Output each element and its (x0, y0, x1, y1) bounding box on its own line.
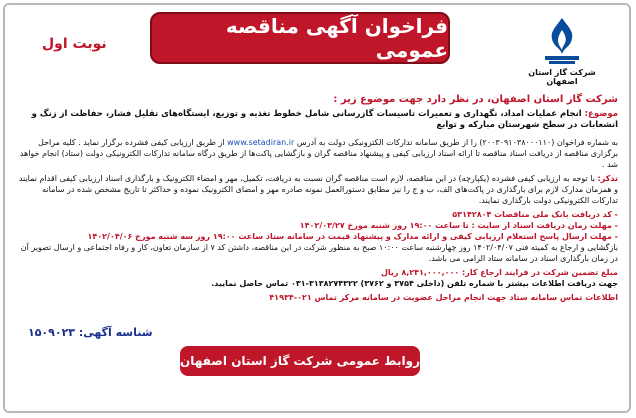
ad-body (14, 94, 618, 303)
para1-b: از طریق ارزیابی کیفی فشرده برگزار نماید . کلیه مراحل برگزاری مناقصه از دریافت اسناد مناقصه تا ارائه اسناد ارزیابی کیفی و پیشنهاد مناقصه گران و بازگشایی پاکت‌ها از طریق درگاه سامانه تدارکات الکترونیکی دولت (ستاد) انجام خواهد شد . (19, 138, 618, 169)
para-3: بازگشایی و ارجاع به کمیته فنی ۱۴۰۲/۰۴/۰۷ روز چهارشنبه ساعت ۱۰:۰۰ صبح به منظور شرکت در این مناقصه، داشتن کد ۷ از سازمان تعاون، کار و رفاه اجتماعی و ارسال تصویر آن در زمان بارگذاری اسناد در سامانه ستاد الزامی می باشد. (20, 243, 618, 263)
bullet-item: - مهلت زمان دریافت اسناد از سایت : تا ساعت ۱۹:۰۰ روز شنبه مورخ ۱۴۰۲/۰۳/۲۷ (299, 221, 618, 230)
intro-text: شرکت گاز استان اصفهان، در نظر دارد جهت موضوع زیر : (333, 94, 618, 105)
footer-banner (180, 346, 420, 376)
bullet-item: - مهلت ارسال پاسخ استعلام ارزیابی کیفی و ارائه مدارک و پیشنهاد قیمت در سامانه ستاد ساعت ۱۹:۰۰ روز سه شنبه مورخ ۱۴۰۲/۰۴/۰۶ (87, 232, 618, 241)
para-2 (14, 173, 618, 206)
para2-text: با توجه به ارزیابی کیفی فشرده (یکپارچه) در این مناقصه، لازم است مناقصه گران نسبت به دریافت، تکمیل، مهر و امضاء الکترونیک و بارگذاری اسناد ارزیابی کیفی اقدام نمایند و همزمان مدارک لازم برای بارگذاری در پاکت‌های الف، ب و ج را نیز مطابق دستورالعمل نمونه صادره مهر و امضای الکترونیک نموده و حداکثر تا تاریخ مشخص شده در سامانه تدارکات الکترونیکی دولت بارگذاری نمایند. (18, 174, 618, 205)
guarantee-amount: مبلغ تضمین شرکت در فرایند ارجاع کار: ۸,۲۴۱,۰۰۰,۰۰۰ ریال (380, 268, 618, 277)
contact-info: اطلاعات تماس سامانه ستاد جهت انجام مراحل عضویت در سامانه مرکز تماس ۰۲۱-۴۱۹۳۴ (269, 293, 618, 302)
logo-caption: شرکت گاز استان اصفهان (528, 68, 596, 86)
bullet-item: - کد دریافت بانک ملی مناقصات ۵۳۱۴۲۸۰۴ (452, 210, 618, 219)
company-logo (512, 14, 612, 88)
subject-label: موضوع: (584, 109, 618, 119)
subject-text: انجام عملیات امداد، نگهداری و تعمیرات تاسیسات گازرسانی شامل خطوط تغذیه و توزیع، ایستگاه‌های تقلیل فشار، حفاظت از زنگ و انشعابات در سطح شهرستان مبارکه و توابع (31, 109, 618, 130)
ad-id: شناسه آگهی: ۱۵۰۹۰۲۳ (28, 326, 153, 339)
gas-flame-icon (531, 14, 593, 66)
note-label: تذکر: (597, 174, 618, 183)
setad-link[interactable]: www.setadiran.ir (227, 138, 295, 147)
footer-text: روابط عمومی شرکت گاز استان اصفهان (180, 354, 420, 368)
page-title: فراخوان آگهی مناقصه عمومی (225, 14, 448, 62)
subject (14, 109, 618, 131)
title-banner (150, 12, 450, 64)
nobat-label: نوبت اول (42, 36, 107, 52)
para-1 (14, 137, 618, 170)
info-phone: جهت دریافت اطلاعات بیشتر با شماره تلفن (داخلی ۳۷۵۴ و ۳۷۶۲) ۳۱۳۸۲۷۴۳۲۲-۰۳۱ تماس حاصل نمایید. (211, 279, 618, 288)
para1-a: به شماره فراخوان (۲۰۰۳۰۹۱۰۳۸۰۰۰۱۱۰) را از طریق سامانه تدارکات الکترونیکی دولت به آدرس (296, 138, 618, 147)
